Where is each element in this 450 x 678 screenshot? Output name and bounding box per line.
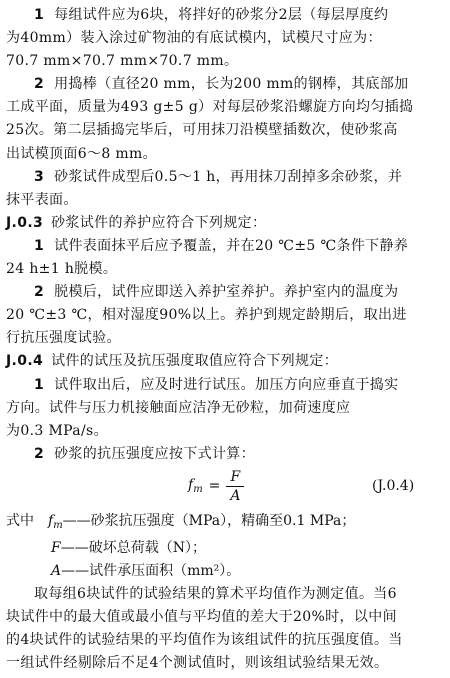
j04-item-2-number: 2 — [34, 445, 45, 462]
j04-item-2-line-1 — [6, 443, 446, 466]
item-3-number: 3 — [34, 168, 45, 185]
variable-1-line — [6, 510, 446, 537]
item-3-line-1 — [6, 166, 446, 189]
item-2-number: 2 — [34, 76, 45, 93]
j03-item-1-text-1: 试件表面抹平后应予覆盖，并在20 ℃±5 ℃条件下静养 — [54, 237, 409, 254]
where-label: 式中 — [6, 512, 34, 529]
item-2-line-4: 出试模顶面6～8 mm。 — [6, 145, 158, 162]
formula-row — [6, 466, 446, 510]
j04-item-1-line-3: 为0.3 MPa/s。 — [6, 422, 108, 439]
equation-number: (J.0.4) — [372, 477, 415, 494]
variable-2-symbol: F — [51, 539, 61, 556]
j03-item-2-line-3: 行抗压强度试验。 — [6, 330, 121, 347]
variable-2-line — [6, 537, 446, 560]
item-1-line-2: 为40mm）装入涂过矿物油的有底试模内，试模尺寸应为： — [6, 30, 382, 47]
item-2-line-3: 25次。第二层插捣完毕后，可用抹刀沿模壁插数次，使砂浆高 — [6, 122, 398, 139]
final-line-1: 取每组6块试件的试验结果的算术平均值作为测定值。当6 — [34, 586, 397, 603]
formula-lhs — [188, 477, 203, 495]
formula-lhs-symbol: f — [188, 477, 194, 494]
j03-item-1-line-1 — [6, 235, 446, 258]
j04-item-2-text-1: 砂浆的抗压强度应按下式计算： — [54, 445, 255, 462]
j03-item-2-text-1: 脱模后，试件应即送入养护室养护。养护室内的温度为 — [54, 284, 399, 301]
j04-item-1-number: 1 — [34, 376, 45, 393]
clause-j03-number: J.0.3 — [6, 214, 44, 231]
variable-2-description: ——破坏总荷载（N）； — [60, 539, 206, 556]
item-2-line-1 — [6, 73, 446, 96]
j04-item-1-text-1: 试件取出后，应及时进行试压。加压方向应垂直于捣实 — [54, 376, 399, 393]
variable-3-description: ——试件承压面积（mm²）。 — [61, 563, 241, 580]
item-2-text-1: 用捣棒（直径20 mm，长为200 mm的钢棒，其底部加 — [54, 76, 409, 93]
variable-3-symbol: A — [51, 563, 62, 580]
final-line-2: 块试件中的最大值或最小值与平均值的差大于20%时，以中间 — [6, 609, 397, 626]
variable-1-subscript: m — [53, 519, 63, 531]
formula-lhs-subscript: m — [193, 484, 203, 496]
j04-item-1-line-1 — [6, 374, 446, 397]
item-1-line-3: 70.7 mm×70.7 mm×70.7 mm。 — [6, 53, 239, 70]
final-line-3: 的4块试件的试验结果的平均值作为该组试件的抗压强度值。当 — [6, 632, 403, 649]
formula-equals: = — [208, 478, 221, 495]
j03-item-2-number: 2 — [34, 284, 45, 301]
document-page — [6, 4, 446, 676]
formula-denominator: A — [230, 487, 241, 504]
j03-item-2-line-1 — [6, 281, 446, 304]
j03-item-1-line-2: 24 h±1 h脱模。 — [6, 261, 118, 278]
item-1-number: 1 — [34, 7, 45, 23]
j03-item-2-line-2: 20 ℃±3 ℃，相对湿度90%以上。养护到规定龄期后，取出进 — [6, 307, 407, 324]
formula-numerator: F — [230, 468, 241, 485]
j03-item-1-number: 1 — [34, 237, 45, 254]
item-1-line-1 — [6, 4, 446, 27]
variable-1-description: ——砂浆抗压强度（MPa），精确至0.1 MPa； — [62, 512, 356, 529]
clause-j04-title: 试件的试压及抗压强度取值应符合下列规定： — [51, 353, 339, 370]
clause-j04-heading — [6, 350, 446, 373]
item-2-line-2: 工成平面，质量为493 g±5 g）对每层砂浆沿螺旋方向均匀插捣 — [6, 99, 414, 116]
j04-item-1-line-2: 方向。试件与压力机接触面应洁净无砂粒，加荷速度应 — [6, 399, 351, 416]
clause-j03-title: 砂浆试件的养护应符合下列规定： — [51, 214, 267, 231]
clause-j03-heading — [6, 212, 446, 235]
variable-1-symbol: f — [48, 512, 54, 529]
clause-j04-number: J.0.4 — [6, 353, 44, 370]
formula — [188, 468, 244, 505]
variable-3-line — [6, 560, 446, 583]
item-3-line-2: 抹平表面。 — [6, 191, 78, 208]
final-line-4: 一组试件经剔除后不足4个测试值时，则该组试验结果无效。 — [6, 655, 389, 672]
item-1-text-1: 每组试件应为6块，将拌好的砂浆分2层（每层厚度约 — [54, 7, 389, 23]
formula-fraction — [226, 468, 244, 505]
item-3-text-1: 砂浆试件成型后0.5～1 h，再用抹刀刮掉多余砂浆，并 — [54, 168, 403, 185]
